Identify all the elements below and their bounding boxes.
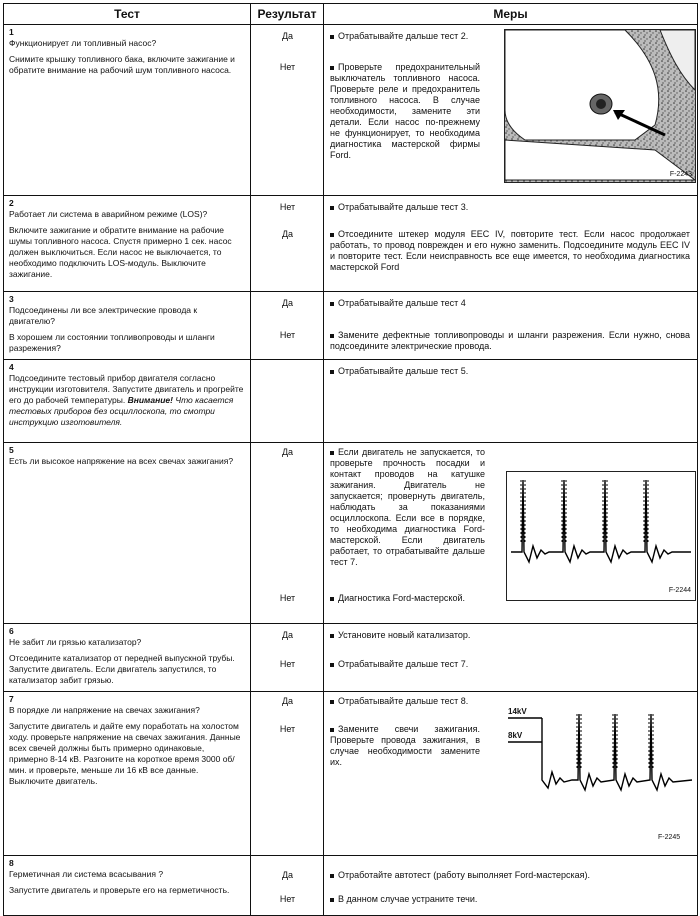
figure-code: F-2245 <box>658 834 681 841</box>
measure-text: Замените свечи зажигания. Проверьте провода зажигания, в случае необходимости замените их. <box>330 724 480 767</box>
voltage-label-14kv: 14kV <box>508 707 527 716</box>
measure-text: Отсоедините штекер модуля EEC IV, повторите тест. Если насос продолжает работать, то провод поврежден и его нужно заменить. Подсоедините модуль EEC IV и повторите тест. Если неисправность все еще имеется, то необходима диагностика мастерской Ford <box>330 229 690 272</box>
test-number: 3 <box>9 294 14 304</box>
test-number: 1 <box>9 27 14 37</box>
result-value: Да <box>281 31 294 41</box>
measure-text: Проверьте предохранительный выключатель топливного насоса. Проверьте реле и предохранитель топливного насоса. В случае необходимости, замените эти детали. Если насос по-прежнему не функционирует, то необходима диагностика мастерской фирмы Ford. <box>330 62 480 160</box>
oscilloscope-figure <box>506 471 696 601</box>
result-value: Нет <box>279 62 296 72</box>
result-value: Нет <box>279 894 296 904</box>
test-instruction: Подсоедините тестовый прибор двигателя согласно инструкции изготовителя. Запустите двигатель и прогрейте его до рабочей температуры. <box>9 373 244 405</box>
measure-text: Диагностика Ford-мастерской. <box>338 593 465 603</box>
result-value: Нет <box>279 202 296 212</box>
table-row <box>4 292 698 360</box>
result-value: Да <box>281 298 294 308</box>
result-value: Да <box>281 447 294 457</box>
test-question: Не забит ли грязью катализатор? <box>9 637 142 647</box>
test-instruction: Запустите двигатель и дайте ему поработать на холостом ходу. проверьте напряжение на свечах зажигания. Данные всех свечей должны быть примерно одинаковые, примерно 8-14 кВ. Разгоните на короткое время 3000 об/мин. и проверьте, меньше ли 16 кВ все данные. Выключите двигатель. <box>9 721 241 786</box>
test-question: В порядке ли напряжение на свечах зажигания? <box>9 705 200 715</box>
fuel-pump-switch-figure <box>504 29 696 183</box>
test-instruction: Снимите крышку топливного бака, включите зажигание и обратите внимание на рабочий шум топливного насоса. <box>9 54 235 75</box>
test-number: 5 <box>9 445 14 455</box>
table-header-row <box>4 4 698 25</box>
measure-text: Отрабатывайте дальше тест 4 <box>338 298 466 308</box>
voltage-label-8kv: 8kV <box>508 731 523 740</box>
measure-text: Отрабатывайте дальше тест 5. <box>338 366 469 376</box>
result-value: Да <box>281 229 294 239</box>
header-test: Тест <box>4 4 251 25</box>
table-row <box>4 624 698 692</box>
result-value: Да <box>281 696 294 706</box>
test-number: 8 <box>9 858 14 868</box>
measure-text: Отрабатывайте дальше тест 8. <box>338 696 469 706</box>
table-row <box>4 856 698 916</box>
oscilloscope-figure-voltage <box>502 700 694 820</box>
table-row <box>4 25 698 196</box>
table-row <box>4 692 698 856</box>
test-instruction: Включите зажигание и обратите внимание на рабочие шумы топливного насоса. Спустя примерно 1 сек. насос должен выключиться. Если насос не выключается, то необходимо подключить LOS-модуль. Выключите зажигание. <box>9 225 232 279</box>
result-value: Нет <box>279 724 296 734</box>
warning-text: Что касается тестовых приборов без осциллоскопа, то смотри инструкцию изготовителя. <box>9 395 234 427</box>
measure-text: Установите новый катализатор. <box>338 630 471 640</box>
result-value: Нет <box>279 659 296 669</box>
measure-text: В данном случае устраните течи. <box>338 894 478 904</box>
test-number: 7 <box>9 694 14 704</box>
result-value: Да <box>281 870 294 880</box>
test-question: Герметичная ли система всасывания ? <box>9 869 164 879</box>
test-instruction: Отсоедините катализатор от передней выпускной трубы. Запустите двигатель. Если двигатель запустился, то катализатор забит грязью. <box>9 653 235 685</box>
warning-label: Внимание! <box>127 395 173 405</box>
measure-text: Отрабатывайте дальше тест 3. <box>338 202 469 212</box>
result-value: Да <box>281 630 294 640</box>
test-number: 6 <box>9 626 14 636</box>
test-number: 4 <box>9 362 14 372</box>
measure-text: Если двигатель не запускается, то проверьте прочность посадки и контакт проводов на катушке зажигания. Двигатель не запускается; провернуть двигатель, наблюдать за показаниями осциллоскопа. Если все в порядке, то необходима диагностика Ford-мастерской. Если двигатель работает, то отрабатывайте дальше тест 7. <box>330 447 485 567</box>
table-row <box>4 443 698 624</box>
test-question: Функционирует ли топливный насос? <box>9 38 157 48</box>
test-instruction: В хорошем ли состоянии топливопроводы и шланги разрежения? <box>9 332 215 353</box>
result-value: Нет <box>279 330 296 340</box>
figure-code: F-2244 <box>668 587 691 594</box>
result-value: Нет <box>279 593 296 603</box>
figure-code: F-2243 <box>669 171 692 178</box>
diagnostic-table <box>3 3 698 916</box>
test-question: Работает ли система в аварийном режиме (LOS)? <box>9 209 208 219</box>
header-result: Результат <box>251 4 324 25</box>
test-number: 2 <box>9 198 14 208</box>
table-row <box>4 360 698 443</box>
test-question: Подсоединены ли все электрические провода к двигателю? <box>9 305 198 326</box>
test-instruction: Запустите двигатель и проверьте его на герметичность. <box>9 885 230 895</box>
measure-text: Отрабатывайте дальше тест 2. <box>338 31 469 41</box>
table-row <box>4 196 698 292</box>
measure-text: Отработайте автотест (работу выполняет Ford-мастерская). <box>338 870 591 880</box>
test-question: Есть ли высокое напряжение на всех свечах зажигания? <box>9 456 234 466</box>
measure-text: Замените дефектные топливопроводы и шланги разрежения. Если нужно, снова подсоедините электрические провода. <box>330 330 690 351</box>
header-measures: Меры <box>324 4 698 25</box>
measure-text: Отрабатывайте дальше тест 7. <box>338 659 469 669</box>
